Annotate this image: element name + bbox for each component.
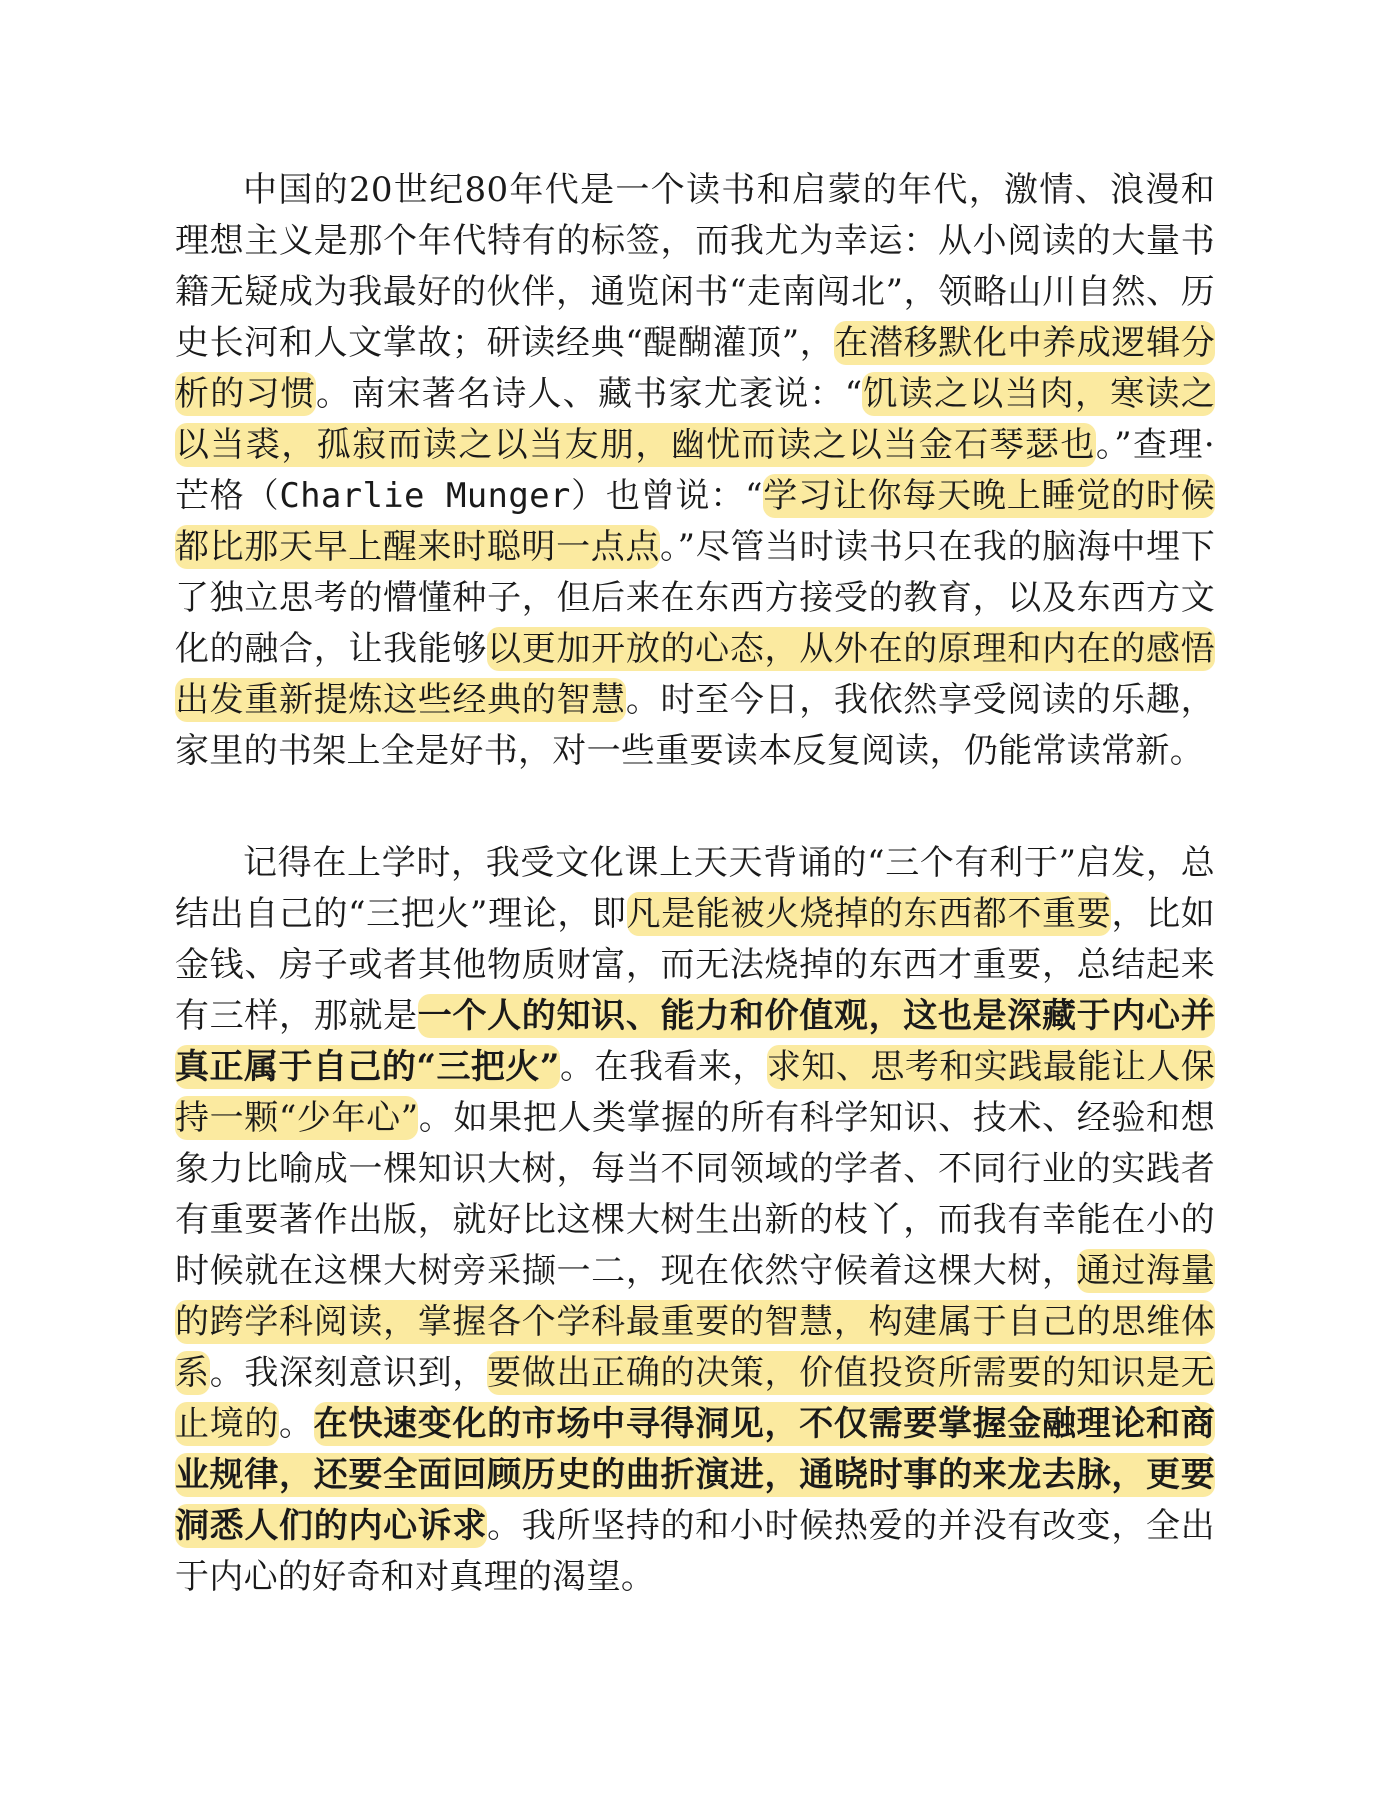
highlighted-text: 通过海量的跨学科阅读，掌握各个学科最重要的智慧，构建属于自己的思维体系 <box>175 1251 1215 1393</box>
highlighted-quote: 学习让你每天晚上睡觉的时候都比那天早上醒来时聪明一点点 <box>175 476 1215 567</box>
text-segment: ，比如金钱、房子或者其他物质财富，而无法烧掉的东西才重要，总结起来有三样，那就是 <box>175 894 1215 1036</box>
text-segment: 。我所坚持的和小时候热爱的并没有改变，全出于内心的好奇和对真理的渴望。 <box>175 1506 1215 1597</box>
latin-name: Charlie Munger <box>279 476 571 516</box>
highlighted-bold-text: 在快速变化的市场中寻得洞见，不仅需要掌握金融理论和商业规律，还要全面回顾历史的曲折演进，通晓时事的来龙去脉，更要洞悉人们的内心诉求 <box>175 1404 1215 1546</box>
paragraph-1-text <box>175 165 1215 777</box>
paragraph-2-text <box>175 838 1215 1603</box>
text-segment: 中国的20世纪80年代是一个读书和启蒙的年代，激情、浪漫和理想主义是那个年代特有的标签，而我尤为幸运：从小阅读的大量书籍无疑成为我最好的伙伴，通览闲书“走南闯北”，领略山川自然、历史长河和人文掌故；研读经典“醍醐灌顶”， <box>175 170 1215 363</box>
text-segment: 。南宋著名诗人、藏书家尤袤说：“ <box>316 374 863 414</box>
text-segment: 。时至今日，我依然享受阅读的乐趣，家里的书架上全是好书，对一些重要读本反复阅读，仍能常读常新。 <box>175 680 1215 771</box>
highlighted-text: 在潜移默化中养成逻辑分析的习惯 <box>175 323 1215 414</box>
highlighted-quote: 饥读之以当肉，寒读之以当裘，孤寂而读之以当友朋，幽忧而读之以当金石琴瑟也 <box>175 374 1216 465</box>
text-segment: 。”尽管当时读书只在我的脑海中埋下了独立思考的懵懂种子，但后来在东西方接受的教育，以及东西方文化的融合，让我能够 <box>175 527 1215 669</box>
text-segment: ）也曾说：“ <box>570 476 763 516</box>
paragraph-1 <box>175 165 1215 777</box>
text-segment: 。如果把人类掌握的所有科学知识、技术、经验和想象力比喻成一棵知识大树，每当不同领域的学者、不同行业的实践者有重要著作出版，就好比这棵大树生出新的枝丫，而我有幸能在小的时候就在这棵大树旁采撷一二，现在依然守候着这棵大树， <box>175 1098 1215 1291</box>
text-segment: 。我深刻意识到， <box>209 1353 488 1393</box>
highlighted-text: 以更加开放的心态，从外在的原理和内在的感悟出发重新提炼这些经典的智慧 <box>175 629 1215 720</box>
highlighted-bold-text: 一个人的知识、能力和价值观，这也是深藏于内心并真正属于自己的“三把火” <box>175 996 1215 1087</box>
text-segment: 。在我看来， <box>559 1047 767 1087</box>
highlighted-text: 求知、思考和实践最能让人保持一颗“少年心” <box>175 1047 1215 1138</box>
highlighted-text: 凡是能被火烧掉的东西都不重要 <box>626 894 1112 934</box>
text-segment: 记得在上学时，我受文化课上天天背诵的“三个有利于”启发，总结出自己的“三把火”理论，即 <box>175 843 1215 934</box>
highlighted-text: 要做出正确的决策，价值投资所需要的知识是无止境的 <box>175 1353 1215 1444</box>
paragraph-2 <box>175 838 1215 1603</box>
text-segment: 。”查理·芒格（ <box>175 425 1215 516</box>
text-segment: 。 <box>279 1404 314 1444</box>
